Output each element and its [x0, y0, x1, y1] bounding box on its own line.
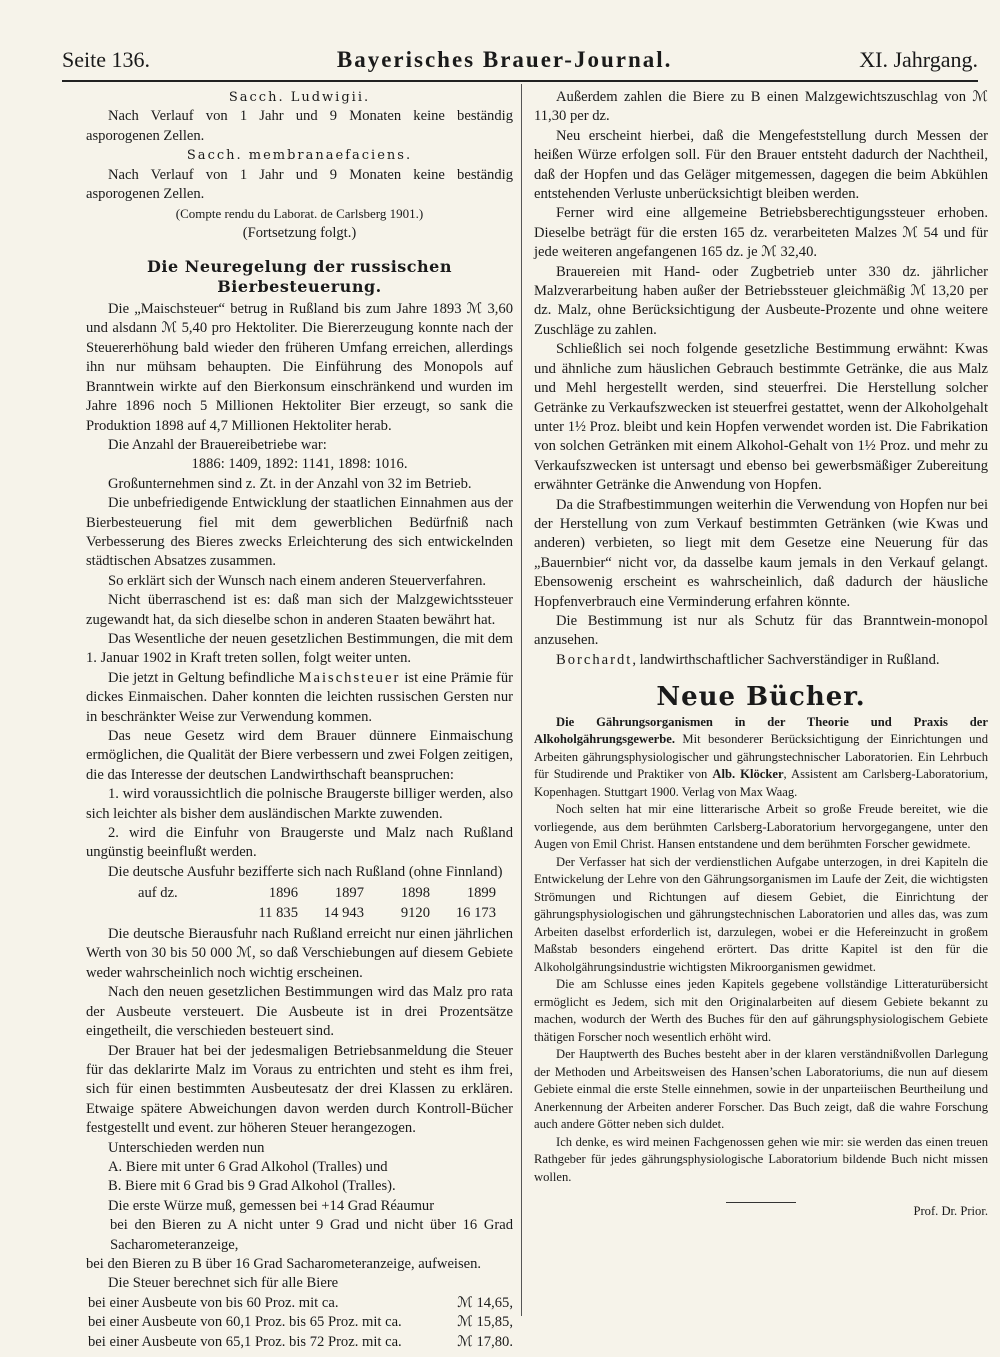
- volume: XI. Jahrgang.: [859, 47, 978, 72]
- sacch1-text: Nach Verlauf von 1 Jahr und 9 Monaten keine beständig asporogenen Zellen.: [86, 108, 513, 144]
- author-role: , landwirthschaftlicher Sachverständiger in Rußland.: [632, 651, 940, 668]
- column-divider: [521, 84, 522, 1316]
- sacch2-name: Sacch. membranaefaciens.: [186, 148, 413, 164]
- paragraph: Der Hauptwerth des Buches besteht aber in der klaren verständnißvollen Darlegung der Methoden und Arbeitsweisen des Hansen’schen Laboratoriums, die nun auf diesem Gebiete einmal die erste Stelle einnehmen, sowie in der unparteiischen Beurtheilung und Anerkennung der Arbeiten anderer Forscher. Das Buch zeigt, daß die wahre Forschung auch andere Götter neben sich duldet.: [534, 1047, 988, 1132]
- book-title: Die Gährungsorganismen in der Theorie und Praxis der Alkoholgährungsgewerbe.: [534, 714, 988, 747]
- paragraph: Die Bestimmung ist nur als Schutz für das Branntwein-monopol anzusehen.: [534, 612, 988, 649]
- value-cell: 14 943: [323, 904, 364, 921]
- paragraph: Das Wesentliche der neuen gesetzlichen Bestimmungen, die mit dem 1. Januar 1902 in Kraft treten sollen, folgt weiter unten.: [86, 630, 513, 667]
- export-years-row: [86, 884, 513, 903]
- text-run: ist eine Prämie für dickes Einmaischen. Daher konnten die leichten russischen Gersten nur in beschränkter Weise zur Verwendung kommen.: [86, 669, 513, 725]
- paragraph: Die deutsche Bierausfuhr nach Rußland erreicht nur einen jährlichen Werth von 30 bis 50 000 ℳ, so daß Verschiebungen auf diesem Gebiete weder wahrscheinlich noch wichtig erscheinen.: [86, 926, 513, 981]
- signature: Prof. Dr. Prior.: [913, 1204, 988, 1219]
- year-cell: 1897: [334, 885, 364, 902]
- rate-amount: ℳ 14,65,: [457, 1294, 513, 1311]
- year-cell: 1896: [268, 885, 298, 902]
- paragraph: bei den Bieren zu B über 16 Grad Sacharometeranzeige, aufweisen.: [86, 1255, 482, 1272]
- paragraph: Die am Schlusse eines jeden Kapitels gegebene vollständige Litteraturübersicht ermöglicht es Jedem, sich mit den Originalarbeiten auf diesem Gebiete bekannt zu machen, wodurch der Werth des Buches für den auf gährungsphysiologischem Gebiete thätigen Forscher noch wesentlich erhöht wird.: [534, 977, 988, 1044]
- paragraph: Unterschieden werden nun: [108, 1139, 265, 1156]
- year-cell: 1899: [466, 885, 496, 902]
- paragraph: B. Biere mit 6 Grad bis 9 Grad Alkohol (Tralles).: [108, 1178, 396, 1195]
- rate-amount: ℳ 17,80.: [457, 1333, 513, 1350]
- right-column: [534, 88, 988, 1221]
- paragraph: bei den Bieren zu A nicht unter 9 Grad und nicht über 16 Grad Sacharometeranzeige,: [110, 1217, 513, 1253]
- paragraph: Schließlich sei noch folgende gesetzliche Bestimmung erwähnt: Kwas und ähnliche zum häuslichen Gebrauch bestimmte Getränke, die aus Malz und Mehl hergestellt werden, sind steuerfrei. Die Herstellung solcher Getränke zu Verkaufszwecken ist steuerfrei gestattet, wenn der Alkoholgehalt unter 1½ Proz. bleibt und kein Hopfen verwendet worden ist. Die Fabrikation von solchen Getränken mit einem Alkohol-Gehalt von 1½ Proz. und mehr zu Verkaufszwecken ist untersagt und ebenso bei gewerbsmäßiger Zubereitung erwähnter Getränke die Anwendung von Hopfen.: [534, 341, 988, 494]
- paragraph: Nach den neuen gesetzlichen Bestimmungen wird das Malz pro rata der Ausbeute versteuert. Die Ausbeute ist in drei Prozentsätze eingetheilt, die verschieden besteuert sind.: [86, 984, 513, 1040]
- continued-note: (Fortsetzung folgt.): [242, 224, 357, 241]
- paragraph: Das neue Gesetz wird dem Brauer dünnere Einmaischung ermöglichen, die Qualität der Biere verbessern und zwei Folgen zeitigen, die das Interesse der deutschen Landwirthschaft beanspruchen:: [86, 728, 513, 783]
- paragraph: Der Brauer hat bei der jedesmaligen Betriebsanmeldung die Steuer für das deklarirte Malz im Voraus zu entrichten und steht es ihm frei, sich für einen bestimmten Ausbeutesatz der drei Klassen zu erklären. Etwaige spätere Abweichungen davon werden durch Kontroll-Bücher festgestellt und event. zur höheren Steuer herangezogen.: [86, 1042, 513, 1137]
- brewery-counts: 1886: 1409, 1892: 1141, 1898: 1016.: [191, 456, 408, 473]
- rate-row: [86, 1294, 513, 1313]
- author-name: Borchardt: [556, 651, 633, 668]
- text-run: Die jetzt in Geltung befindliche: [108, 669, 299, 686]
- sacch2-text: Nach Verlauf von 1 Jahr und 9 Monaten keine beständig asporogenen Zellen.: [86, 166, 513, 203]
- paragraph: Die deutsche Ausfuhr bezifferte sich nach Rußland (ohne Finnland): [108, 863, 503, 880]
- source-citation: (Compte rendu du Laborat. de Carlsberg 1901.): [175, 206, 424, 222]
- paragraph: Die unbefriedigende Entwicklung der staatlichen Einnahmen aus der Bierbesteuerung fiel mit dem gewerblichen Bedürfniß nach Verbesserung des Bieres zwecks Erleichterung des sich entwickelnden städtischen Absatzes zusammen.: [86, 495, 513, 570]
- export-values-row: [86, 904, 513, 923]
- section-title-neue-buecher: Neue Bücher.: [656, 682, 866, 713]
- export-label: auf dz.: [138, 885, 178, 902]
- text-run: Mit besonderer Berücksichtigung der Einrichtungen und Arbeiten gährungsphysiologischer und gährungstechnischer Laboratorien. Ein Lehrbuch für Studirende und Praktiker von: [534, 732, 988, 782]
- paragraph: Noch selten hat mir eine litterarische Arbeit so große Freude bereitet, wie die vorliegende, aus dem berühmten Carlsberg-Laboratorium hervorgegangene, unter den Augen von Emil Christ. Hansen entstandene und dem berühmten Forscher gewidmete.: [534, 802, 988, 852]
- paragraph: Ferner wird eine allgemeine Betriebsberechtigungssteuer erhoben. Dieselbe beträgt für die ersten 165 dz. verarbeiteten Malzes ℳ 54 und für jede weiteren angefangenen 165 dz. je ℳ 32,40.: [534, 205, 988, 261]
- sacch1-name: Sacch. Ludwigii.: [228, 90, 371, 105]
- paragraph: Die erste Würze muß, gemessen bei +14 Grad Réaumur: [108, 1197, 435, 1214]
- value-cell: 9120: [400, 904, 430, 921]
- book-review: [534, 714, 988, 1221]
- emphasis: Maischsteuer: [298, 669, 401, 686]
- author-line: [534, 651, 988, 670]
- rate-label: bei einer Ausbeute von 60,1 Proz. bis 65 Proz. mit ca.: [88, 1314, 402, 1331]
- masthead: Bayerisches Brauer-Journal.: [336, 47, 673, 72]
- rate-row: [86, 1333, 513, 1352]
- paragraph: 2. wird die Einfuhr von Braugerste und Malz nach Rußland ungünstig beeinflußt werden.: [86, 825, 513, 861]
- paragraph: Ich denke, es wird meinen Fachgenossen gehen wie mir: sie werden das einen treuen Rathgeber für jedes gährungsphysiologische Laboratorium bildende Buch nicht missen wollen.: [534, 1134, 988, 1184]
- export-table: [86, 884, 513, 923]
- paragraph: Brauereien mit Hand- oder Zugbetrieb unter 330 dz. jährlicher Malzverarbeitung haben außer der Betriebssteuer gleichmäßig ℳ 13,20 per dz. Malz, ohne Berücksichtigung der Ausbeute-Prozente und ohne weitere Zuschläge zu zahlen.: [534, 263, 988, 338]
- value-cell: 11 835: [258, 904, 298, 921]
- paragraph: Die „Maischsteuer“ betrug in Rußland bis zum Jahre 1893 ℳ 3,60 und alsdann ℳ 5,40 pro Hektoliter. Die Biererzeugung konnte nach der Steuererhöhung bald wieder den früheren Umfang erreichen, allerdings ihn nur mühsam behaupten. Die Einführung des Monopols auf Branntwein wirkte auf den Bierkonsum einschränkend und wurden im Jahre 1896 noch 5 Millionen Hektoliter Bier erzeugt, so sank die Produktion 1898 auf 4,7 Millionen Hektoliter herab.: [86, 301, 513, 434]
- paragraph: So erklärt sich der Wunsch nach einem anderen Steuerverfahren.: [108, 572, 487, 589]
- paragraph: A. Biere mit unter 6 Grad Alkohol (Tralles) und: [108, 1158, 388, 1175]
- text-run: , Assistent am Carlsberg-Laboratorium, Kopenhagen. Stuttgart 1900. Verlag von Max Waag.: [534, 767, 988, 799]
- rate-amount: ℳ 15,85,: [457, 1314, 513, 1331]
- page-header: [62, 40, 978, 80]
- section-title: Die Neuregelung der russischen Bierbesteuerung.: [147, 257, 452, 296]
- paragraph: Außerdem zahlen die Biere zu B einen Malzgewichtszuschlag von ℳ 11,30 per dz.: [534, 89, 988, 125]
- paragraph: Da die Strafbestimmungen weiterhin die Verwendung von Hopfen nur bei der Herstellung von zum Verkauf bestimmten Getränken (wie Kwas und anderen) verbieten, so liegt mit dem Gesetze eine Neuerung für das „Bauernbier“ nicht vor, da dasselbe kaum jemals in den Verkauf gelangt. Ebensowenig erscheint es wahrscheinlich, daß dadurch der häusliche Hopfenverbrauch eine Verminderung erfahren könnte.: [534, 496, 988, 610]
- rate-label: bei einer Ausbeute von 65,1 Proz. bis 72 Proz. mit ca.: [88, 1333, 402, 1350]
- book-author: Alb. Klöcker: [712, 767, 784, 782]
- year-cell: 1898: [400, 885, 430, 902]
- paragraph: Neu erscheint hierbei, daß die Mengefeststellung durch Messen der heißen Würze erfolgen soll. Für den Brauer entsteht dadurch der Nachtheil, daß der Hopfen und das Geläger mitgemessen, dagegen die beim Abkühlen entstehenden Verluste unberücksichtigt bleiben werden.: [534, 127, 988, 203]
- paragraph: Die Steuer berechnet sich für alle Biere: [108, 1275, 339, 1292]
- page-number: Seite 136.: [62, 47, 150, 72]
- paragraph: 1. wird voraussichtlich die polnische Braugerste billiger werden, also sich leichter als bisher dem ausländischen Markte zuwenden.: [86, 786, 513, 822]
- paragraph: Die Anzahl der Brauereibetriebe war:: [108, 436, 327, 453]
- paragraph: Nicht überraschend ist es: daß man sich der Malzgewichtssteuer zugewandt hat, da sich dieselbe schon in anderen Staaten bewährt hat.: [86, 592, 513, 628]
- book-citation: [534, 714, 988, 802]
- paragraph: Großunternehmen sind z. Zt. in der Anzahl von 32 im Betrieb.: [108, 475, 472, 492]
- left-column: [86, 88, 513, 1352]
- value-cell: 16 173: [455, 904, 496, 921]
- header-rule: [62, 80, 978, 82]
- paragraph: [86, 669, 513, 727]
- rate-row: [86, 1313, 513, 1332]
- rate-label: bei einer Ausbeute von bis 60 Proz. mit ca.: [88, 1294, 339, 1311]
- paragraph: Der Verfasser hat sich der verdienstlichen Aufgabe unterzogen, in drei Kapiteln die Entwickelung der Lehre von den Gährungsorganismen im Laufe der Zeit, die wichtigsten Strömungen und Richtungen auf diesem Gebiet, die Einrichtung der gährungsphysiologischen und gährungstechnischen Laboratorien und alles das, was zum Arbeiten daselbst erforderlich ist, darzulegen, wobei er die Hefereinzucht in großem Maßstab besonders eingehend erörtert. Das dritte Kapitel ist den für die Alkoholgährungsindustrie wichtigsten Mikroorganismen gewidmet.: [534, 854, 988, 974]
